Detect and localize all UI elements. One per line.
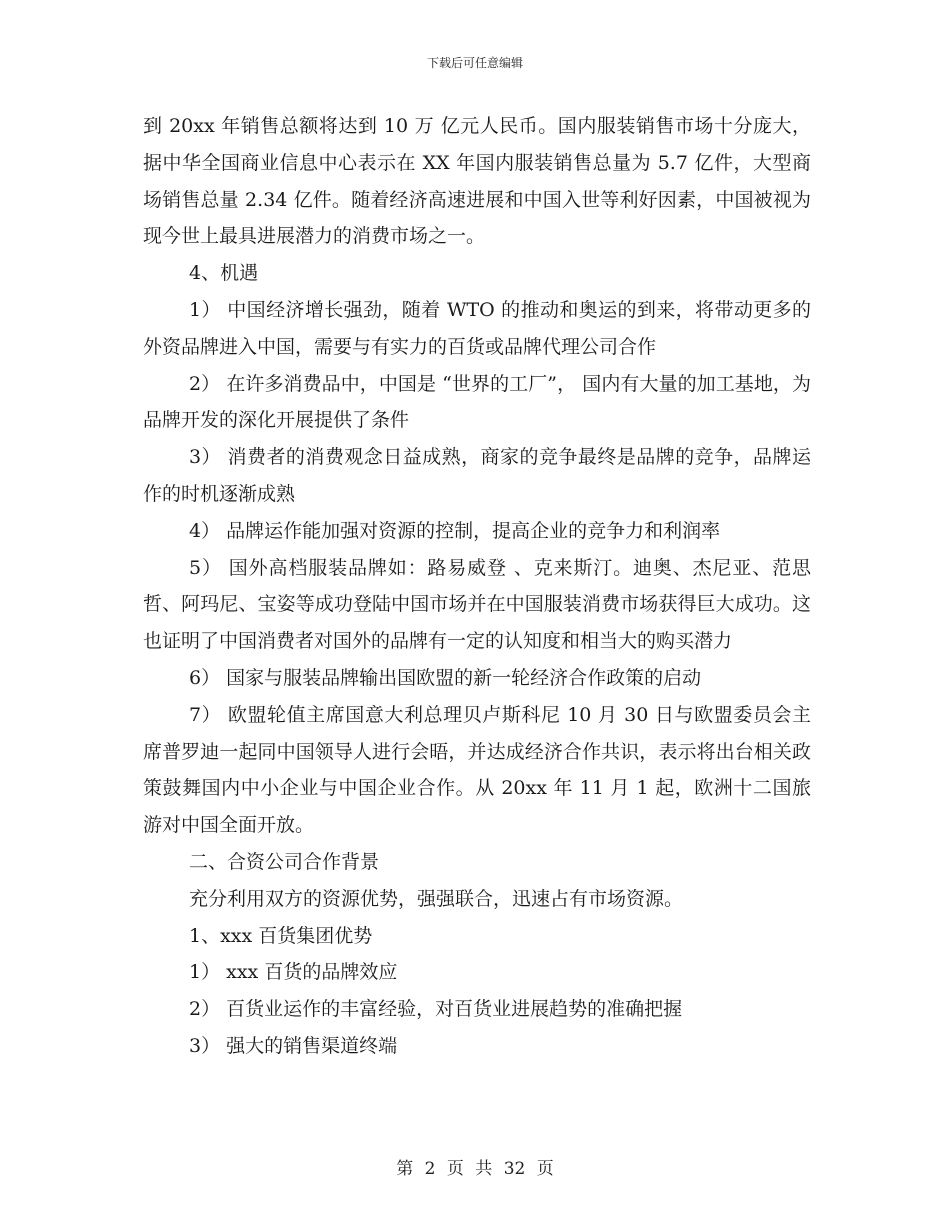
paragraph-market-size: 到 20xx 年销售总额将达到 10 万 亿元人民币。国内服装销售市场十分庞大，据中华全国商业信息中心表示在 XX 年国内服装销售总量为 5.7 亿件，大型商场销售总量 2.34 亿件。随着经济高速进展和中国入世等利好因素，中国被视为现今世上最具进展潜力的消费市场之一。 bbox=[143, 115, 811, 248]
list-item-advantage-1: 1） xxx 百货的品牌效应 bbox=[189, 961, 398, 984]
page-number: 第 2 页 共 32 页 bbox=[396, 1159, 554, 1179]
list-item-opportunity-5: 5） 国外高档服装品牌如：路易威登 、克来斯汀。迪奥、杰尼亚、范思哲、阿玛尼、宝姿等成功登陆中国市场并在中国服装消费市场获得巨大成功。这也证明了中国消费者对国外的品牌有一定的认知度和相当大的购买潜力 bbox=[143, 556, 811, 653]
page-header: 下载后可任意编辑 bbox=[426, 56, 523, 70]
list-item-opportunity-3: 3） 消费者的消费观念日益成熟，商家的竞争最终是品牌的竞争，品牌运作的时机逐渐成熟 bbox=[143, 446, 811, 505]
heading-opportunities: 4、机遇 bbox=[189, 262, 259, 285]
list-item-advantage-3: 3） 强大的销售渠道终端 bbox=[189, 1034, 398, 1057]
list-item-opportunity-6: 6） 国家与服装品牌输出国欧盟的新一轮经济合作政策的启动 bbox=[189, 666, 702, 689]
paragraph-jv-summary: 充分利用双方的资源优势，强强联合，迅速占有市场资源。 bbox=[189, 887, 684, 910]
list-item-opportunity-7: 7） 欧盟轮值主席国意大利总理贝卢斯科尼 10 月 30 日与欧盟委员会主席普罗迪一起同中国领导人进行会晤，并达成经济合作共识，表示将出台相关政策鼓舞国内中小企业与中国企业合作。从 20xx 年 11 月 1 起，欧洲十二国旅游对中国全面开放。 bbox=[143, 703, 811, 837]
list-item-opportunity-2: 2） 在许多消费品中，中国是 “世界的工厂”， 国内有大量的加工基地，为品牌开发的深化开展提供了条件 bbox=[143, 372, 811, 432]
list-item-advantage-2: 2） 百货业运作的丰富经验，对百货业进展趋势的准确把握 bbox=[189, 998, 683, 1021]
section-heading-jv-background: 二、合资公司合作背景 bbox=[189, 850, 380, 873]
list-item-opportunity-1: 1） 中国经济增长强劲，随着 WTO 的推动和奥运的到来，将带动更多的外资品牌进入中国，需要与有实力的百货或品牌代理公司合作 bbox=[143, 298, 811, 358]
page-body bbox=[143, 108, 811, 1065]
subheading-group-advantages: 1、xxx 百货集团优势 bbox=[189, 924, 373, 947]
list-item-opportunity-4: 4） 品牌运作能加强对资源的控制，提高企业的竞争力和利润率 bbox=[189, 519, 721, 542]
